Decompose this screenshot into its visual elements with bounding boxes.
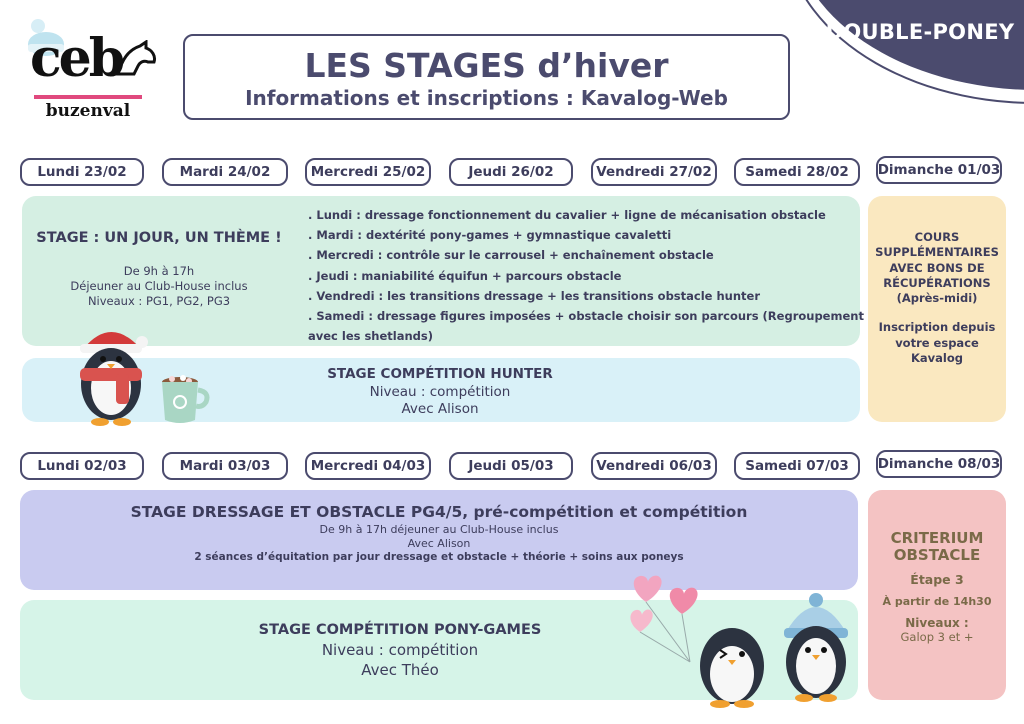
day-pill: Vendredi 06/03	[591, 452, 717, 480]
sunday-inscription-line: votre espace	[895, 335, 979, 350]
sunday-courses-line: SUPPLÉMENTAIRES	[875, 245, 999, 260]
stage-hunter-coach: Avec Alison	[401, 401, 479, 417]
sunday-courses-line: RÉCUPÉRATIONS	[883, 275, 991, 290]
day-pill: Dimanche 01/03	[876, 156, 1002, 184]
sunday-courses-line: AVEC BONS DE	[889, 260, 985, 275]
sunday-courses-line: COURS	[914, 230, 960, 244]
day-pill: Samedi 07/03	[734, 452, 860, 480]
sunday-inscription-line: Kavalog	[910, 351, 963, 366]
stage-hunter-text	[270, 366, 610, 417]
sunday-criterium-text	[868, 530, 1006, 644]
day-pill: Lundi 23/02	[20, 158, 144, 186]
theme-item: . Mercredi : contrôle sur le carrousel + enchaînement obstacle	[308, 248, 714, 263]
theme-item: avec les shetlands)	[308, 329, 434, 344]
day-pill: Samedi 28/02	[734, 158, 860, 186]
sunday-courses-text	[868, 230, 1006, 366]
criterium-levels-label: Niveaux :	[905, 616, 969, 630]
sunday-courses-note: (Après-midi)	[896, 291, 978, 306]
stage-ponygames-level: Niveau : compétition	[321, 641, 479, 659]
day-pill: Jeudi 05/03	[449, 452, 573, 480]
criterium-time: À partir de 14h30	[882, 595, 992, 608]
hot-cocoa-icon	[156, 368, 212, 434]
day-pill: Mardi 24/02	[162, 158, 288, 186]
penguin-icon	[692, 622, 772, 712]
theme-item: . Mardi : dextérité pony-games + gymnastique cavaletti	[308, 228, 672, 243]
stage-dressage-sessions: 2 séances d’équitation par jour dressage et obstacle + théorie + soins aux poneys	[194, 551, 684, 563]
stage-dressage-coach: Avec Alison	[407, 537, 471, 550]
title-box	[183, 34, 790, 120]
stage-theme-info	[28, 264, 290, 309]
penguin-icon	[66, 322, 156, 431]
theme-item: . Jeudi : maniabilité équifun + parcours obstacle	[308, 268, 622, 283]
logo-wordmark: ceb	[30, 28, 123, 89]
stage-theme-hours: De 9h à 17h	[123, 264, 195, 278]
page-subtitle: Informations et inscriptions : Kavalog-Web	[245, 86, 728, 110]
horse-head-icon	[112, 40, 158, 84]
stage-theme-levels: Niveaux : PG1, PG2, PG3	[87, 294, 231, 308]
stage-theme-lunch: Déjeuner au Club-House inclus	[70, 279, 248, 293]
stage-ponygames-text	[210, 622, 590, 679]
day-pill: Lundi 02/03	[20, 452, 144, 480]
stage-dressage-hours: De 9h à 17h déjeuner au Club-House inclus	[319, 523, 559, 536]
stage-hunter-level: Niveau : compétition	[369, 384, 511, 400]
day-pill: Vendredi 27/02	[591, 158, 717, 186]
day-pill: Dimanche 08/03	[876, 450, 1002, 478]
day-pill: Jeudi 26/02	[449, 158, 573, 186]
theme-item: . Samedi : dressage figures imposées + obstacle choisir son parcours (Regroupement	[308, 309, 864, 324]
day-pill: Mercredi 04/03	[305, 452, 431, 480]
badge-label: DOUBLE-PONEY	[825, 20, 1015, 44]
logo-underline	[34, 95, 142, 99]
logo-subtitle: buzenval	[45, 101, 131, 121]
stage-theme-list	[308, 205, 864, 346]
day-pill: Mercredi 25/02	[305, 158, 431, 186]
penguin-icon	[778, 592, 854, 706]
theme-item: . Lundi : dressage fonctionnement du cavalier + ligne de mécanisation obstacle	[308, 208, 826, 222]
criterium-levels-value: Galop 3 et +	[900, 630, 974, 644]
criterium-title-line: OBSTACLE	[893, 546, 981, 564]
theme-item: . Vendredi : les transitions dressage + les transitions obstacle hunter	[308, 288, 761, 303]
stage-ponygames-title: STAGE COMPÉTITION PONY-GAMES	[258, 622, 542, 638]
stage-dressage-title: STAGE DRESSAGE ET OBSTACLE PG4/5, pré-compétition et compétition	[130, 503, 748, 521]
criterium-stage: Étape 3	[910, 572, 964, 587]
sunday-inscription-line: Inscription depuis	[878, 320, 996, 335]
stage-dressage-text	[20, 503, 858, 563]
day-pill: Mardi 03/03	[162, 452, 288, 480]
stage-ponygames-coach: Avec Théo	[361, 661, 439, 679]
stage-theme-title: STAGE : UN JOUR, UN THÈME !	[36, 230, 282, 246]
criterium-title-line: CRITERIUM	[890, 529, 984, 547]
stage-hunter-title: STAGE COMPÉTITION HUNTER	[327, 366, 553, 382]
page-title: LES STAGES d’hiver	[304, 46, 669, 85]
